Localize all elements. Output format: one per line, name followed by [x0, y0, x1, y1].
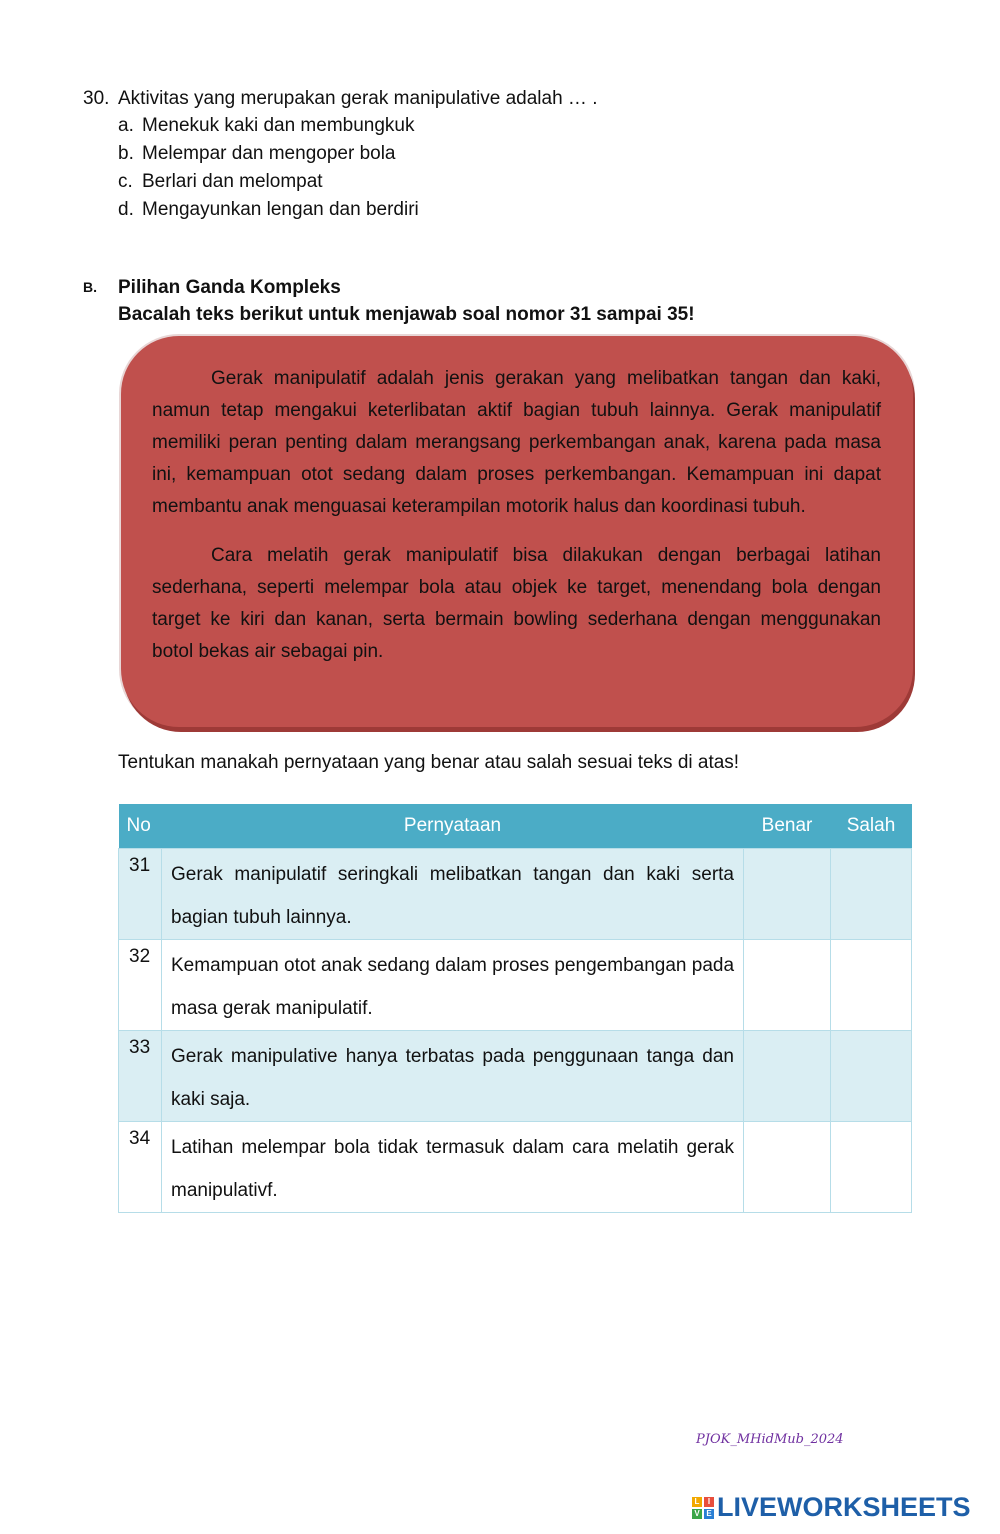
false-answer-cell[interactable] [831, 1122, 912, 1213]
section-title: Pilihan Ganda Kompleks [118, 277, 341, 298]
option-label: c. [118, 171, 133, 192]
option-c [118, 168, 597, 196]
row-number: 33 [119, 1031, 162, 1122]
question-number: 30. [83, 88, 110, 109]
table-header-row [119, 804, 912, 849]
passage-paragraph-1: Gerak manipulatif adalah jenis gerakan yang melibatkan tangan dan kaki, namun tetap mengakui keterlibatan aktif bagian tubuh lainnya. Gerak manipulatif memiliki peran penting dalam merangsang perkembangan anak, karena pada masa ini, kemampuan otot sedang dalam proses perkembangan. Kemampuan ini dapat membantu anak menguasai keterampilan motorik halus dan koordinasi tubuh. [152, 368, 881, 517]
option-text: Menekuk kaki dan membungkuk [142, 115, 415, 136]
option-a [118, 112, 597, 140]
row-statement: Kemampuan otot anak sedang dalam proses pengembangan pada masa gerak manipulatif. [162, 940, 744, 1031]
row-statement: Gerak manipulatif seringkali melibatkan tangan dan kaki serta bagian tubuh lainnya. [162, 849, 744, 940]
section-subtitle: Bacalah teks berikut untuk menjawab soal nomor 31 sampai 35! [118, 304, 695, 325]
row-number: 31 [119, 849, 162, 940]
passage-paragraph-2: Cara melatih gerak manipulatif bisa dilakukan dengan berbagai latihan sederhana, seperti melempar bola atau objek ke target, menendang bola dengan target ke kiri dan kanan, serta bermain bowling sederhana dengan menggunakan botol bekas air sebagai pin. [152, 545, 881, 662]
question-30 [83, 86, 597, 224]
question-text: Aktivitas yang merupakan gerak manipulative adalah … . [118, 88, 598, 109]
liveworksheets-logo-icon [692, 1497, 714, 1519]
false-answer-cell[interactable] [831, 849, 912, 940]
row-number: 32 [119, 940, 162, 1031]
option-label: a. [118, 115, 134, 136]
reading-passage-box [121, 336, 913, 727]
option-b [118, 140, 597, 168]
section-b-heading [83, 274, 695, 328]
author-watermark: PJOK_MHidMub_2024 [696, 1432, 844, 1447]
header-no: No [119, 804, 162, 849]
row-statement: Latihan melempar bola tidak termasuk dalam cara melatih gerak manipulativf. [162, 1122, 744, 1213]
table-row [119, 849, 912, 940]
option-text: Berlari dan melompat [142, 171, 323, 192]
instruction-text: Tentukan manakah pernyataan yang benar atau salah sesuai teks di atas! [118, 752, 740, 773]
true-answer-cell[interactable] [744, 1122, 831, 1213]
logo-letter: L [692, 1497, 702, 1507]
table-row [119, 1031, 912, 1122]
table-row [119, 1122, 912, 1213]
logo-letter: I [704, 1497, 714, 1507]
statement-table [118, 804, 912, 1213]
true-answer-cell[interactable] [744, 940, 831, 1031]
header-false: Salah [831, 804, 912, 849]
option-text: Melempar dan mengoper bola [142, 143, 396, 164]
row-statement: Gerak manipulative hanya terbatas pada penggunaan tanga dan kaki saja. [162, 1031, 744, 1122]
true-answer-cell[interactable] [744, 1031, 831, 1122]
question-stem [83, 86, 597, 112]
header-statement: Pernyataan [162, 804, 744, 849]
brand-name: LIVEWORKSHEETS [717, 1492, 971, 1522]
true-answer-cell[interactable] [744, 849, 831, 940]
row-number: 34 [119, 1122, 162, 1213]
false-answer-cell[interactable] [831, 1031, 912, 1122]
false-answer-cell[interactable] [831, 940, 912, 1031]
logo-letter: V [692, 1509, 702, 1519]
answer-options [118, 112, 597, 224]
logo-letter: E [704, 1509, 714, 1519]
liveworksheets-brand[interactable] [692, 1492, 971, 1523]
option-label: b. [118, 143, 134, 164]
header-true: Benar [744, 804, 831, 849]
option-label: d. [118, 199, 134, 220]
section-letter: B. [83, 279, 97, 295]
option-d [118, 196, 597, 224]
table-row [119, 940, 912, 1031]
option-text: Mengayunkan lengan dan berdiri [142, 199, 419, 220]
